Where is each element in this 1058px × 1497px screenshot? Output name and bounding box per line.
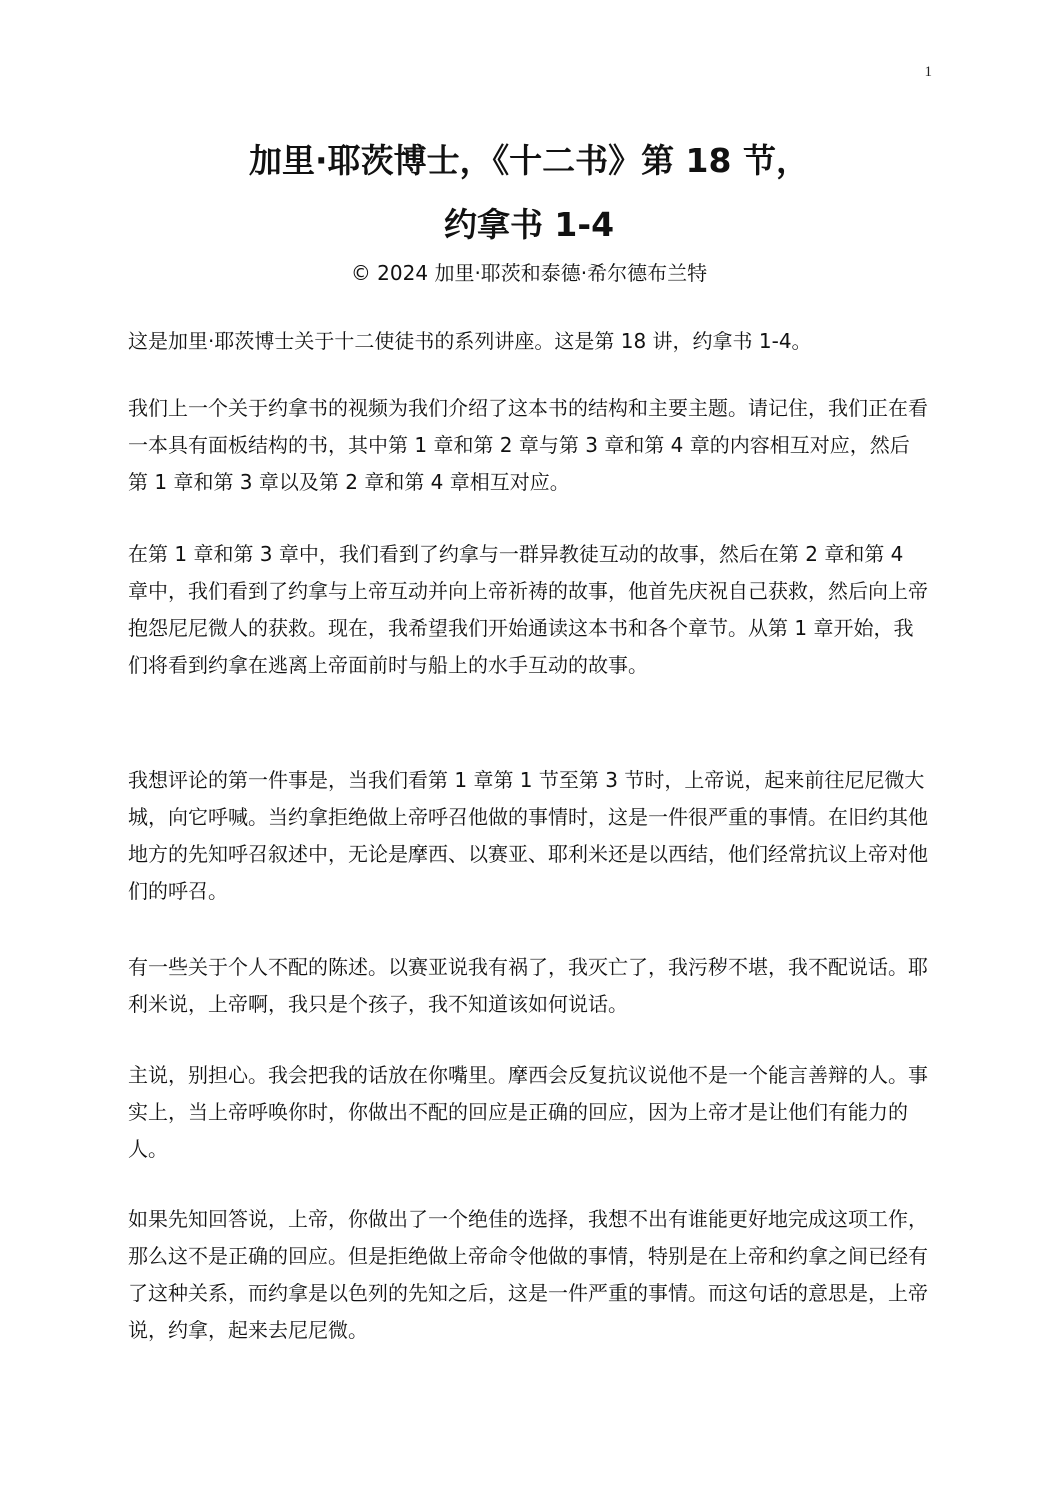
paragraph-2: 我们上一个关于约拿书的视频为我们介绍了这本书的结构和主要主题。请记住，我们正在看一本具有面板结构的书，其中第 1 章和第 2 章与第 3 章和第 4 章的内容相互对应，然后第 1 章和第 3 章以及第 2 章和第 4 章相互对应。: [128, 396, 928, 494]
document-title-line-2: 约拿书 1-4: [443, 205, 615, 244]
paragraph-6: 主说，别担心。我会把我的话放在你嘴里。摩西会反复抗议说他不是一个能言善辩的人。事实上，当上帝呼唤你时，你做出不配的回应是正确的回应，因为上帝才是让他们有能力的人。: [128, 1063, 928, 1161]
paragraph-7: 如果先知回答说，上帝，你做出了一个绝佳的选择，我想不出有谁能更好地完成这项工作，那么这不是正确的回应。但是拒绝做上帝命令他做的事情，特别是在上帝和约拿之间已经有了这种关系，而约拿是以色列的先知之后，这是一件严重的事情。而这句话的意思是，上帝说，约拿，起来去尼尼微。: [128, 1207, 928, 1342]
copyright-notice: © 2024 加里·耶茨和泰德·希尔德布兰特: [350, 261, 708, 285]
document-title-line-1: 加里·耶茨博士，《十二书》第 18 节，: [249, 141, 809, 180]
paragraph-3: 在第 1 章和第 3 章中，我们看到了约拿与一群异教徒互动的故事，然后在第 2 章和第 4 章中，我们看到了约拿与上帝互动并向上帝祈祷的故事，他首先庆祝自己获救，然后向上帝抱怨尼尼微人的获救。现在，我希望我们开始通读这本书和各个章节。从第 1 章开始，我们将看到约拿在逃离上帝面前时与船上的水手互动的故事。: [128, 542, 928, 677]
paragraph-1: 这是加里·耶茨博士关于十二使徒书的系列讲座。这是第 18 讲，约拿书 1-4。: [128, 329, 812, 353]
paragraph-5: 有一些关于个人不配的陈述。以赛亚说我有祸了，我灭亡了，我污秽不堪，我不配说话。耶利米说，上帝啊，我只是个孩子，我不知道该如何说话。: [128, 955, 928, 1016]
paragraph-4: 我想评论的第一件事是，当我们看第 1 章第 1 节至第 3 节时，上帝说，起来前往尼尼微大城，向它呼喊。当约拿拒绝做上帝呼召他做的事情时，这是一件很严重的事情。在旧约其他地方的先知呼召叙述中，无论是摩西、以赛亚、耶利米还是以西结，他们经常抗议上帝对他们的呼召。: [128, 768, 928, 903]
page-number: 1: [924, 64, 932, 80]
